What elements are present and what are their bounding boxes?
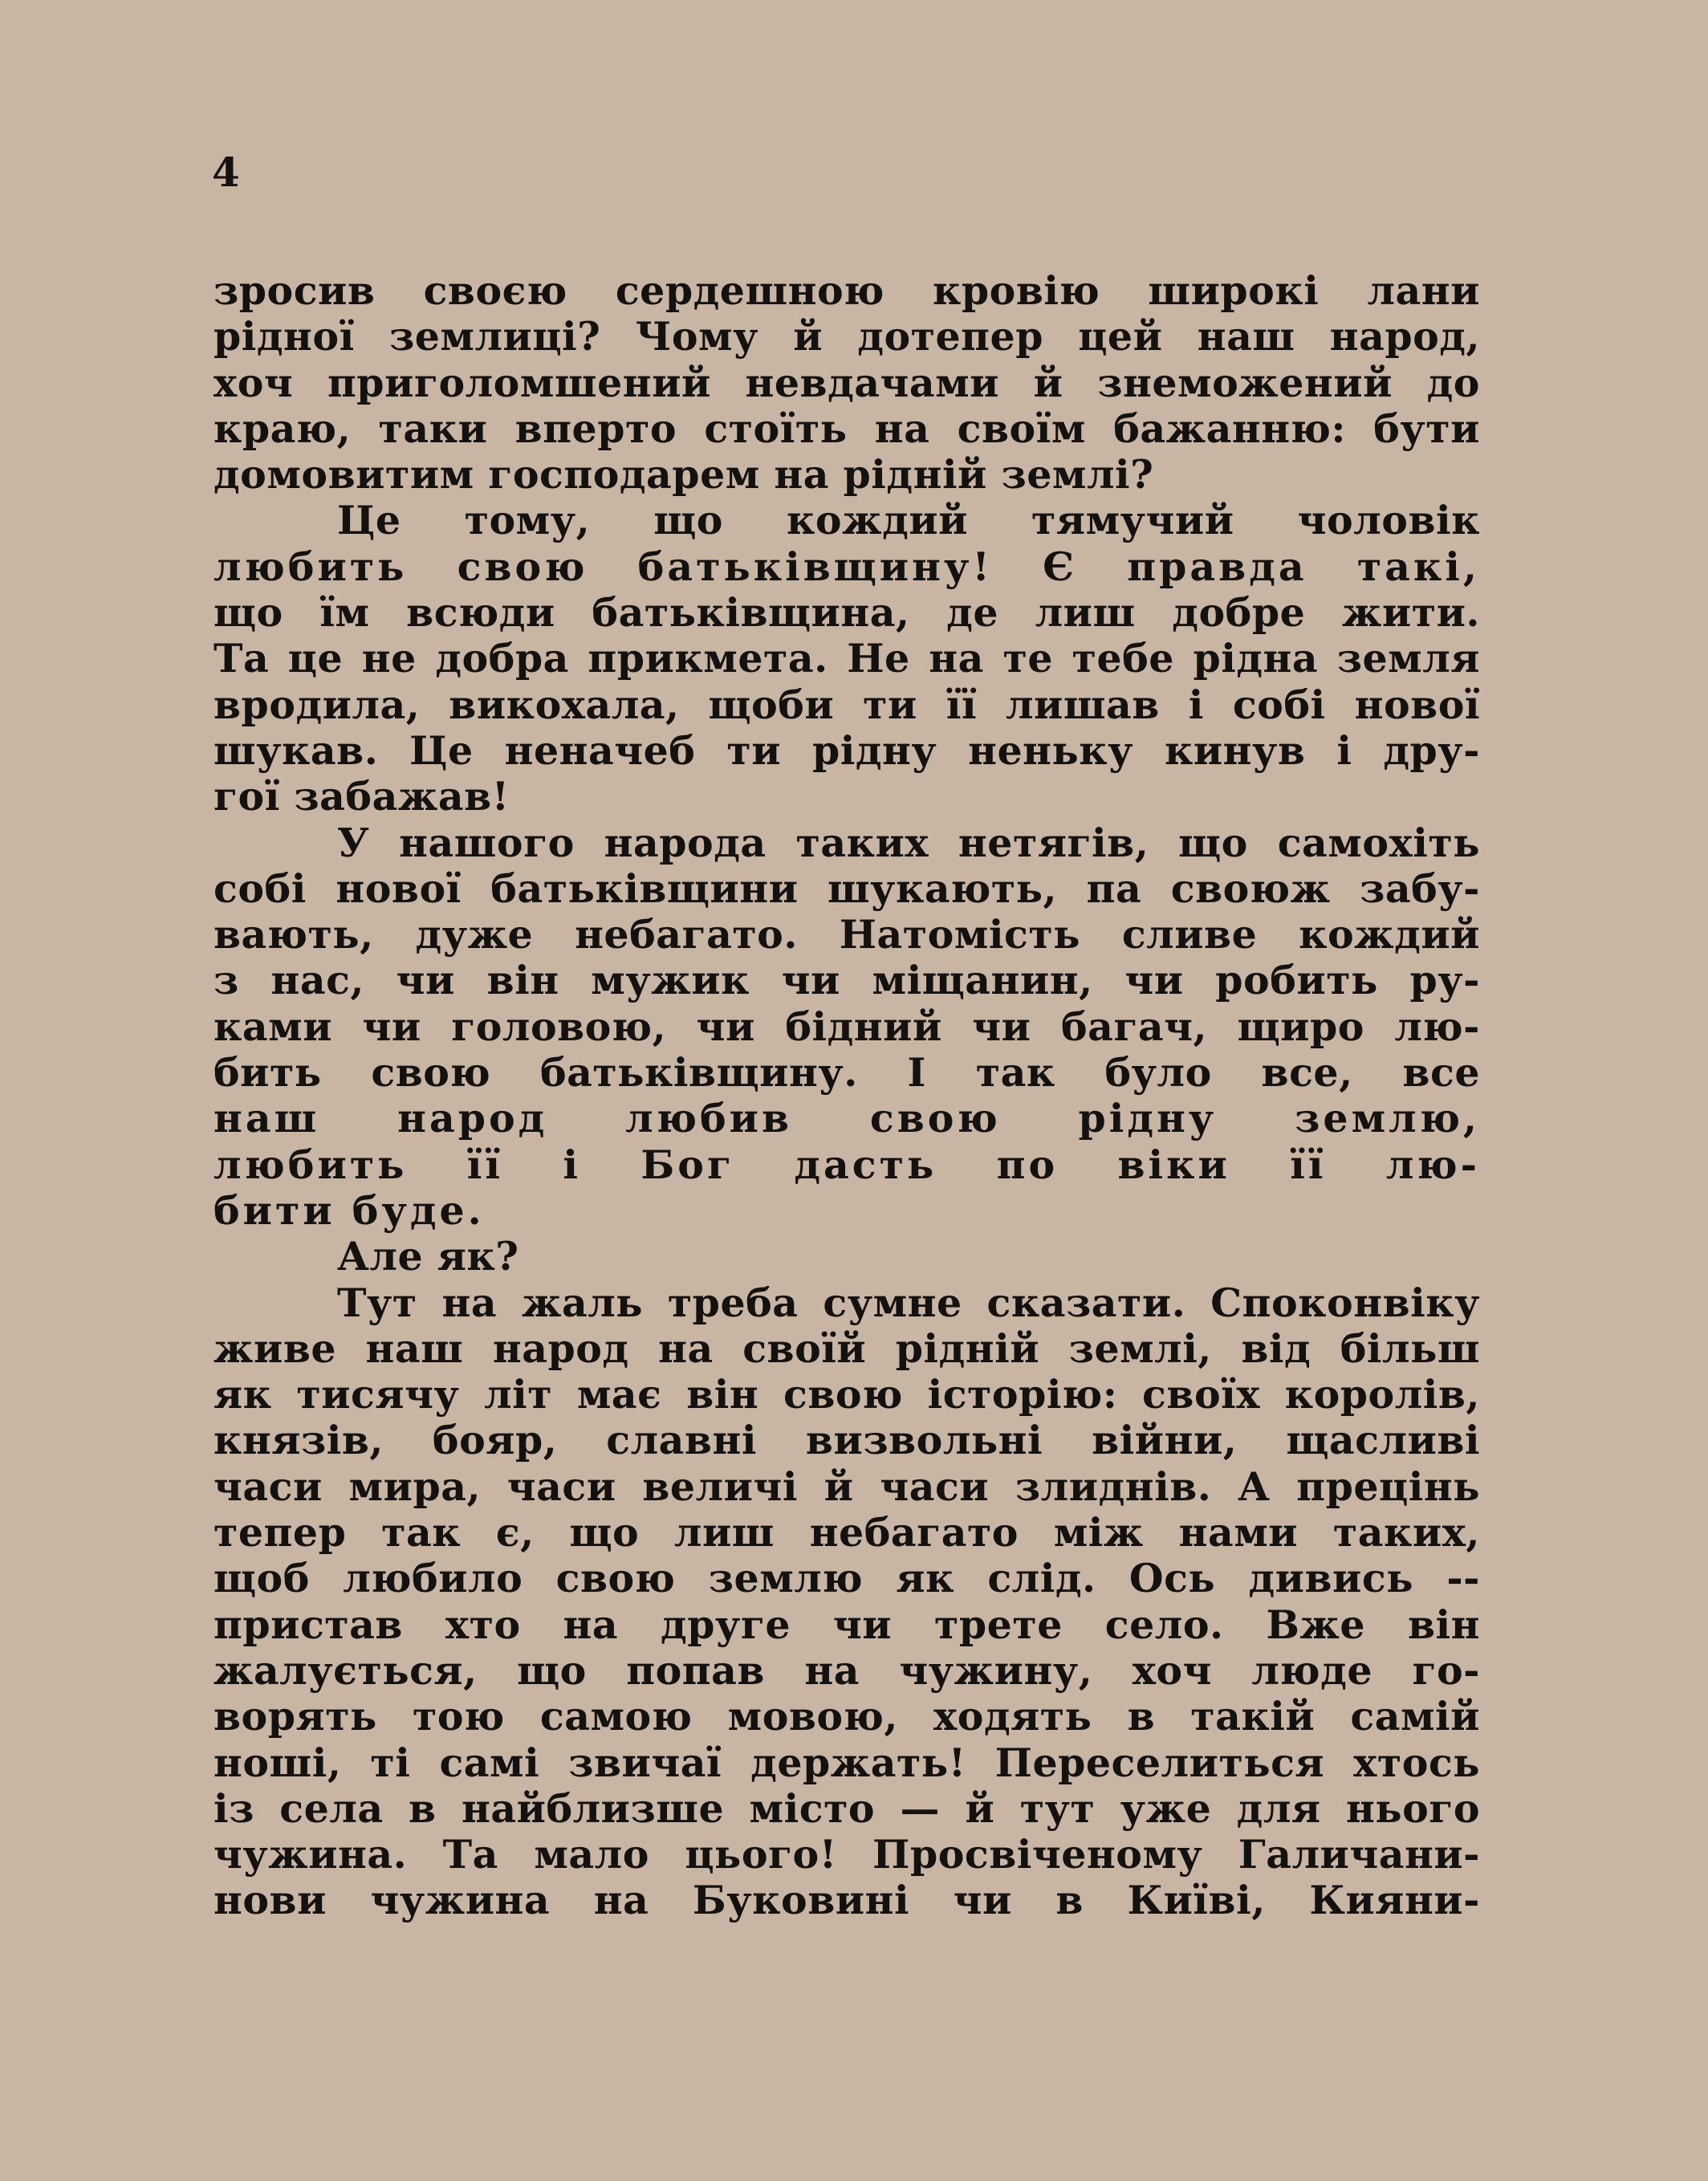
body-text	[214, 268, 1480, 1924]
text-line: Це тому, що кождий тямучий чоловік	[337, 497, 1480, 544]
text-line: жалується, що попав на чужину, хоч люде го-	[214, 1646, 1480, 1694]
text-line: тепер так є, що лиш небагато між нами таких,	[214, 1509, 1480, 1556]
text-line: гої забажав!	[214, 773, 510, 820]
text-line: наш народ любив свою рідну землю,	[214, 1095, 1480, 1142]
text-line: любить її і Бог дасть по віки її лю-	[214, 1141, 1480, 1188]
text-line: собі нової батьківщини шукають, па своюж забу-	[214, 865, 1480, 912]
text-line: бити буде.	[214, 1186, 485, 1234]
text-line: любить свою батьківщину! Є правда такі,	[214, 543, 1480, 590]
text-line: Але як?	[337, 1233, 519, 1280]
text-line: зросив своєю сердешною кровію широкі лани	[214, 267, 1480, 314]
text-line: чужина. Та мало цього! Просвіченому Галичани-	[214, 1831, 1480, 1878]
text-line: шукав. Це неначеб ти рідну неньку кинув і дру-	[214, 726, 1480, 774]
text-line: вродила, викохала, щоби ти її лишав і собі нової	[214, 681, 1480, 728]
text-line: як тисячу літ має він свою історію: своїх королів,	[214, 1371, 1480, 1418]
text-line: Та це не добра прикмета. Не на те тебе рідна земля	[214, 635, 1480, 682]
text-line: У нашого народа таких нетягів, що самохіть	[337, 819, 1480, 866]
text-line: рідної землиці? Чому й дотепер цей наш народ,	[214, 313, 1480, 360]
text-line: бить свою батьківщину. І так було все, все	[214, 1049, 1480, 1097]
text-line: краю, таки вперто стоїть на своїм бажанню: бути	[214, 405, 1480, 452]
text-line: живе наш народ на своїй рідній землі, від більш	[214, 1324, 1480, 1372]
text-line: вають, дуже небагато. Натомість сливе кождий	[214, 911, 1480, 958]
text-line: ноші, ті самі звичаї держать! Переселиться хтось	[214, 1739, 1480, 1786]
text-line: хоч приголомшений невдачами й знеможений до	[214, 359, 1480, 406]
text-line: пристав хто на друге чи трете село. Вже він	[214, 1601, 1480, 1648]
text-line: ками чи головою, чи бідний чи багач, щиро лю-	[214, 1003, 1480, 1050]
text-line: ворять тою самою мовою, ходять в такій самій	[214, 1693, 1480, 1740]
text-line: Тут на жаль треба сумне сказати. Споконвіку	[337, 1279, 1480, 1326]
page-number: 4	[212, 149, 240, 196]
text-line: князів, бояр, славні визвольні війни, щасливі	[214, 1417, 1480, 1464]
text-line: нови чужина на Буковині чи в Київі, Кияни-	[214, 1877, 1480, 1924]
text-line: домовитим господарем на рідній землі?	[214, 451, 1154, 498]
text-line: із села в найблизше місто — й тут уже для нього	[214, 1784, 1480, 1832]
text-line: часи мира, часи величі й часи злиднів. А прецінь	[214, 1463, 1480, 1510]
text-line: що їм всюди батьківщина, де лиш добре жити.	[214, 589, 1480, 637]
text-line: з нас, чи він мужик чи міщанин, чи робить ру-	[214, 957, 1480, 1004]
text-line: щоб любило свою землю як слід. Ось дивись --	[214, 1555, 1480, 1602]
